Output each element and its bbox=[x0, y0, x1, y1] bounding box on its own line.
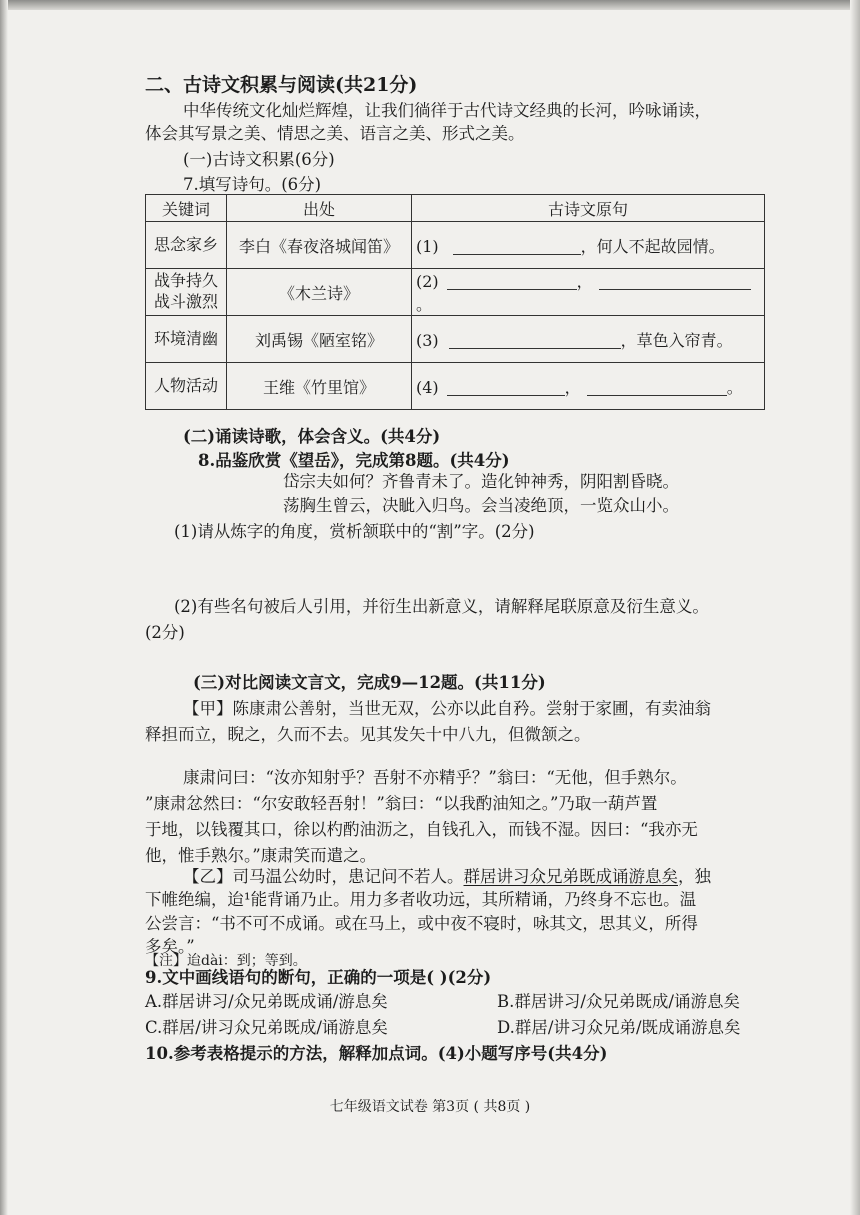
table-row bbox=[146, 269, 765, 316]
poem-line-2: 荡胸生曾云，决眦入归鸟。会当凌绝顶，一览众山小。 bbox=[283, 496, 679, 515]
q7-title: 7.填写诗句。(6分) bbox=[183, 175, 322, 194]
line-suffix: ，草色入帘青。 bbox=[620, 330, 733, 350]
passage-jia-line: 康肃问曰：“汝亦知射乎？吾射不亦精乎？”翁曰：“无他，但手熟尔。 bbox=[183, 768, 687, 787]
yi-text: 【乙】司马温公幼时，患记问不若人。 bbox=[183, 867, 464, 886]
scan-left-edge bbox=[0, 0, 8, 1215]
mid-comma: ， bbox=[564, 377, 581, 397]
annotation-note: 【注】迨dài：到；等到。 bbox=[145, 953, 307, 969]
passage-jia-line: 于地，以钱覆其口，徐以杓酌油沥之，自钱孔入，而钱不湿。因曰：“我亦无 bbox=[145, 820, 698, 839]
passage-yi-line: 多矣。” bbox=[145, 937, 195, 956]
keyword-cell: 人物活动 bbox=[146, 363, 227, 410]
header-source: 出处 bbox=[227, 195, 412, 222]
keyword-cell: 环境清幽 bbox=[146, 316, 227, 363]
passage-yi-line: 下帷绝编，迨¹能背诵乃止。用力多者收功远，其所精诵，乃终身不忘也。温 bbox=[145, 890, 697, 909]
row-number: (4) bbox=[416, 377, 439, 397]
keyword-cell: 战争持久战斗激烈 bbox=[146, 269, 227, 316]
passage-jia-line: 【甲】陈康肃公善射，当世无双，公亦以此自矜。尝射于家圃，有卖油翁 bbox=[183, 699, 711, 718]
q8-title: 8.品鉴欣赏《望岳》，完成第8题。(共4分) bbox=[198, 451, 510, 470]
answer-blank[interactable] bbox=[599, 275, 751, 290]
answer-cell bbox=[412, 316, 765, 363]
option-d: D.群居/讲习众兄弟/既成诵游息矣 bbox=[497, 1018, 741, 1037]
answer-blank[interactable] bbox=[453, 240, 581, 255]
answer-cell bbox=[412, 222, 765, 269]
q8-2-line-2: (2分) bbox=[145, 623, 185, 642]
intro-line-1: 中华传统文化灿烂辉煌，让我们徜徉于古代诗文经典的长河，吟咏诵读， bbox=[183, 101, 711, 120]
header-keyword: 关键词 bbox=[146, 195, 227, 222]
line-suffix: ，何人不起故园情。 bbox=[580, 236, 725, 256]
poem-table bbox=[145, 194, 765, 410]
q9-title: 9.文中画线语句的断句，正确的一项是( )(2分) bbox=[145, 968, 492, 987]
row-number: (3) bbox=[416, 330, 439, 350]
source-cell: 王维《竹里馆》 bbox=[227, 363, 412, 410]
page-footer: 七年级语文试卷 第3页 ( 共8页 ) bbox=[329, 1099, 531, 1115]
scan-top-edge bbox=[0, 0, 860, 10]
source-cell: 李白《春夜洛城闻笛》 bbox=[227, 222, 412, 269]
row-number: (2) bbox=[416, 272, 439, 291]
answer-blank[interactable] bbox=[449, 334, 621, 349]
option-c: C.群居/讲习众兄弟既成/诵游息矣 bbox=[145, 1018, 388, 1037]
answer-blank[interactable] bbox=[447, 275, 577, 290]
answer-blank[interactable] bbox=[447, 381, 565, 396]
line-suffix: 。 bbox=[726, 377, 743, 397]
table-row bbox=[146, 222, 765, 269]
passage-jia-line: 他，惟手熟尔。”康肃笑而遣之。 bbox=[145, 846, 377, 865]
mid-comma: ， bbox=[576, 272, 593, 291]
passage-yi-line bbox=[183, 867, 711, 888]
table-row bbox=[146, 363, 765, 410]
scan-right-edge bbox=[850, 0, 860, 1215]
source-cell: 刘禹锡《陋室铭》 bbox=[227, 316, 412, 363]
answer-cell bbox=[412, 269, 765, 316]
passage-jia-line: 释担而立，睨之，久而不去。见其发矢十中八九，但微颔之。 bbox=[145, 725, 591, 744]
option-a: A.群居讲习/众兄弟既成诵/游息矣 bbox=[145, 992, 388, 1011]
part1-heading: (一)古诗文积累(6分) bbox=[183, 150, 335, 169]
section-heading: 二、古诗文积累与阅读(共21分) bbox=[145, 74, 418, 96]
q8-1: (1)请从炼字的角度，赏析颔联中的“割”字。(2分) bbox=[174, 522, 535, 541]
answer-blank[interactable] bbox=[587, 381, 727, 396]
q8-2-line-1: (2)有些名句被后人引用，并衍生出新意义，请解释尾联原意及衍生意义。 bbox=[174, 597, 709, 616]
row-number: (1) bbox=[416, 236, 439, 256]
part3-heading: (三)对比阅读文言文，完成9—12题。(共11分) bbox=[193, 673, 546, 692]
yi-text: ，独 bbox=[678, 867, 711, 886]
option-b: B.群居讲习/众兄弟既成/诵游息矣 bbox=[497, 992, 740, 1011]
source-cell: 《木兰诗》 bbox=[227, 269, 412, 316]
header-original: 古诗文原句 bbox=[412, 195, 765, 222]
part2-heading: (二)诵读诗歌，体会含义。(共4分) bbox=[183, 427, 441, 446]
poem-line-1: 岱宗夫如何？齐鲁青未了。造化钟神秀，阴阳割昏晓。 bbox=[283, 472, 679, 491]
keyword-cell: 思念家乡 bbox=[146, 222, 227, 269]
underlined-sentence: 群居讲习众兄弟既成诵游息矣 bbox=[463, 867, 678, 886]
table-row bbox=[146, 316, 765, 363]
intro-line-2: 体会其写景之美、情思之美、语言之美、形式之美。 bbox=[145, 124, 525, 143]
answer-cell bbox=[412, 363, 765, 410]
q10-title: 10.参考表格提示的方法，解释加点词。(4)小题写序号(共4分) bbox=[145, 1044, 608, 1063]
passage-jia-line: ”康肃忿然曰：“尔安敢轻吾射！”翁曰：“以我酌油知之。”乃取一葫芦置 bbox=[145, 794, 658, 813]
line-suffix: 。 bbox=[416, 295, 433, 314]
passage-yi-line: 公尝言：“书不可不成诵。或在马上，或中夜不寝时，咏其文，思其义，所得 bbox=[145, 914, 698, 933]
